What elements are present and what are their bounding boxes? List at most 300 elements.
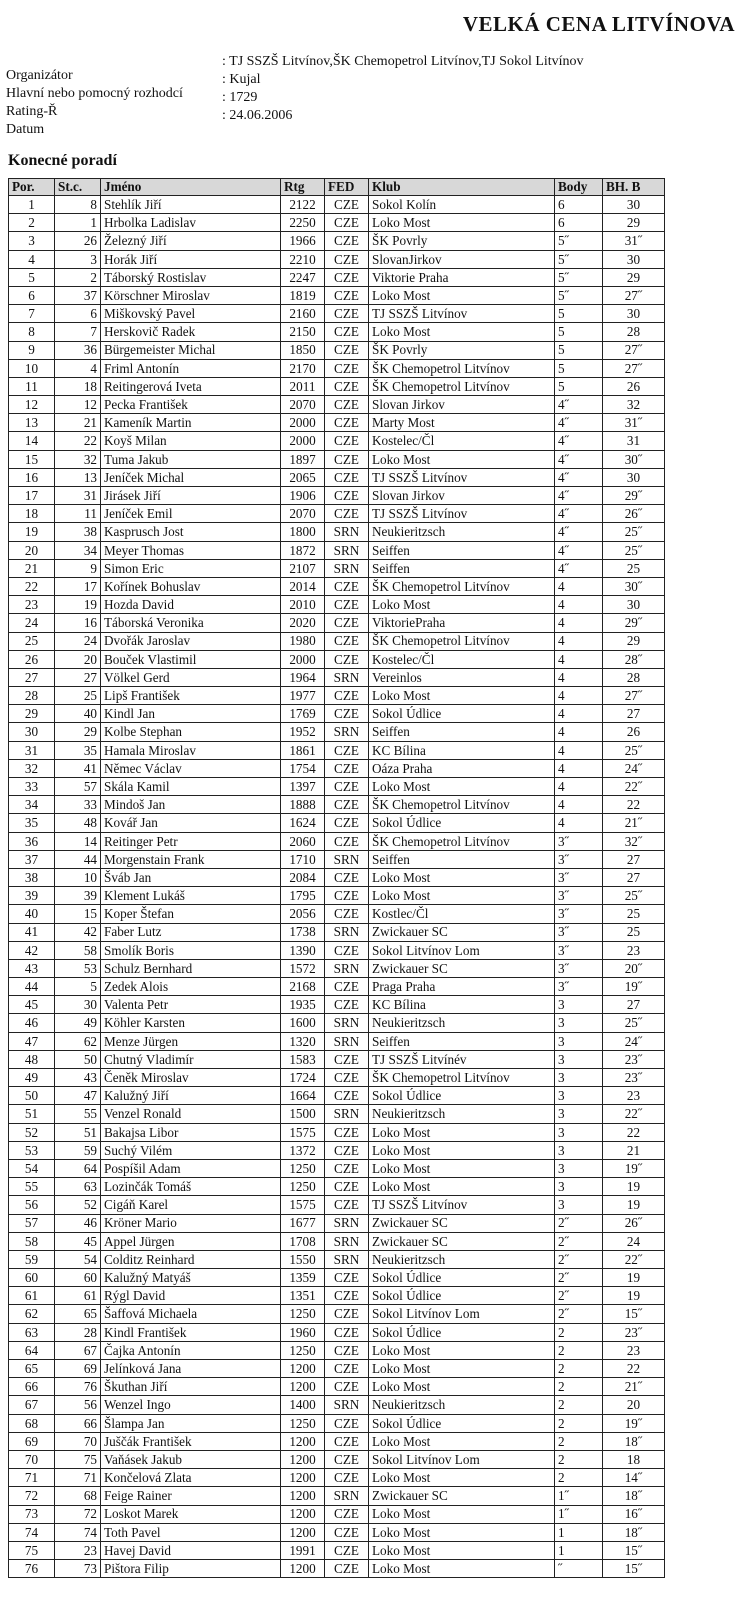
rating-cell: 2168 <box>281 978 325 996</box>
start-number-cell: 51 <box>55 1123 101 1141</box>
buchholz-cell: 23˝ <box>603 1050 665 1068</box>
club-cell: TJ SSZŠ Litvínov <box>369 305 555 323</box>
player-name-cell: Tuma Jakub <box>101 450 281 468</box>
player-name-cell: Bouček Vlastimil <box>101 650 281 668</box>
table-row <box>9 1250 665 1268</box>
player-name-cell: Lipš František <box>101 687 281 705</box>
rating-cell: 1200 <box>281 1487 325 1505</box>
buchholz-cell: 30 <box>603 196 665 214</box>
federation-cell: CZE <box>325 268 369 286</box>
federation-cell: SRN <box>325 668 369 686</box>
player-name-cell: Kasprusch Jost <box>101 523 281 541</box>
start-number-cell: 30 <box>55 996 101 1014</box>
player-name-cell: Jeníček Michal <box>101 468 281 486</box>
start-number-cell: 22 <box>55 432 101 450</box>
start-number-cell: 73 <box>55 1560 101 1578</box>
federation-cell: CZE <box>325 650 369 668</box>
buchholz-cell: 14˝ <box>603 1469 665 1487</box>
points-cell: 5 <box>555 305 603 323</box>
start-number-cell: 71 <box>55 1469 101 1487</box>
start-number-cell: 32 <box>55 450 101 468</box>
start-number-cell: 44 <box>55 850 101 868</box>
points-cell: 4 <box>555 577 603 595</box>
rating-cell: 1351 <box>281 1287 325 1305</box>
rank-cell: 69 <box>9 1432 55 1450</box>
buchholz-cell: 21˝ <box>603 1378 665 1396</box>
start-number-cell: 21 <box>55 414 101 432</box>
club-cell: ŠK Chemopetrol Litvínov <box>369 632 555 650</box>
start-number-cell: 45 <box>55 1232 101 1250</box>
buchholz-cell: 24 <box>603 1232 665 1250</box>
start-number-cell: 59 <box>55 1141 101 1159</box>
federation-cell: SRN <box>325 850 369 868</box>
club-cell: Viktorie Praha <box>369 268 555 286</box>
player-name-cell: Šlampa Jan <box>101 1414 281 1432</box>
club-cell: Seiffen <box>369 850 555 868</box>
points-cell: 5˝ <box>555 268 603 286</box>
rating-cell: 1583 <box>281 1050 325 1068</box>
buchholz-cell: 30 <box>603 596 665 614</box>
federation-cell: SRN <box>325 1487 369 1505</box>
points-cell: 4 <box>555 705 603 723</box>
federation-cell: CZE <box>325 450 369 468</box>
rating-cell: 2084 <box>281 868 325 886</box>
table-row <box>9 687 665 705</box>
start-number-cell: 20 <box>55 650 101 668</box>
player-name-cell: Stehlík Jiří <box>101 196 281 214</box>
rank-cell: 72 <box>9 1487 55 1505</box>
table-row <box>9 559 665 577</box>
player-name-cell: Wenzel Ingo <box>101 1396 281 1414</box>
player-name-cell: Meyer Thomas <box>101 541 281 559</box>
buchholz-cell: 26 <box>603 723 665 741</box>
start-number-cell: 36 <box>55 341 101 359</box>
points-cell: 3 <box>555 1087 603 1105</box>
club-cell: SlovanJirkov <box>369 250 555 268</box>
buchholz-cell: 22 <box>603 796 665 814</box>
table-row <box>9 959 665 977</box>
start-number-cell: 47 <box>55 1087 101 1105</box>
player-name-cell: Valenta Petr <box>101 996 281 1014</box>
rating-cell: 2150 <box>281 323 325 341</box>
table-row <box>9 1414 665 1432</box>
federation-cell: CZE <box>325 941 369 959</box>
start-number-cell: 2 <box>55 268 101 286</box>
rank-cell: 11 <box>9 377 55 395</box>
player-name-cell: Klement Lukáš <box>101 887 281 905</box>
start-number-cell: 49 <box>55 1014 101 1032</box>
info-label: Hlavní nebo pomocný rozhodcí <box>6 86 183 101</box>
club-cell: Neukieritzsch <box>369 1396 555 1414</box>
buchholz-cell: 15˝ <box>603 1560 665 1578</box>
buchholz-cell: 19 <box>603 1196 665 1214</box>
points-cell: 2 <box>555 1396 603 1414</box>
rank-cell: 62 <box>9 1305 55 1323</box>
buchholz-cell: 32 <box>603 396 665 414</box>
player-name-cell: Kröner Mario <box>101 1214 281 1232</box>
table-row <box>9 468 665 486</box>
buchholz-cell: 16˝ <box>603 1505 665 1523</box>
table-row <box>9 1141 665 1159</box>
rank-cell: 41 <box>9 923 55 941</box>
player-name-cell: Zedek Alois <box>101 978 281 996</box>
club-cell: Kostelec/Čl <box>369 650 555 668</box>
buchholz-cell: 30˝ <box>603 450 665 468</box>
buchholz-cell: 22˝ <box>603 778 665 796</box>
points-cell: 2˝ <box>555 1250 603 1268</box>
player-name-cell: Hrbolka Ladislav <box>101 214 281 232</box>
rank-cell: 30 <box>9 723 55 741</box>
table-row <box>9 487 665 505</box>
points-cell: 3 <box>555 1123 603 1141</box>
points-cell: 5˝ <box>555 286 603 304</box>
points-cell: 4 <box>555 668 603 686</box>
buchholz-cell: 23˝ <box>603 1323 665 1341</box>
player-name-cell: Menze Jürgen <box>101 1032 281 1050</box>
start-number-cell: 17 <box>55 577 101 595</box>
club-cell: TJ SSZŠ Litvínov <box>369 468 555 486</box>
table-row <box>9 723 665 741</box>
player-name-cell: Jelínková Jana <box>101 1360 281 1378</box>
federation-cell: CZE <box>325 868 369 886</box>
federation-cell: CZE <box>325 1087 369 1105</box>
rating-cell: 2210 <box>281 250 325 268</box>
player-name-cell: Kindl Jan <box>101 705 281 723</box>
rating-cell: 1966 <box>281 232 325 250</box>
rating-cell: 1250 <box>281 1159 325 1177</box>
rank-cell: 59 <box>9 1250 55 1268</box>
rank-cell: 76 <box>9 1560 55 1578</box>
federation-cell: SRN <box>325 1214 369 1232</box>
rank-cell: 16 <box>9 468 55 486</box>
player-name-cell: Koper Štefan <box>101 905 281 923</box>
table-header-row <box>9 179 665 196</box>
table-row <box>9 268 665 286</box>
rating-cell: 1850 <box>281 341 325 359</box>
club-cell: Loko Most <box>369 1360 555 1378</box>
federation-cell: CZE <box>325 1414 369 1432</box>
rank-cell: 22 <box>9 577 55 595</box>
start-number-cell: 53 <box>55 959 101 977</box>
player-name-cell: Jeníček Emil <box>101 505 281 523</box>
rating-cell: 1819 <box>281 286 325 304</box>
rating-cell: 1200 <box>281 1378 325 1396</box>
rating-cell: 2000 <box>281 432 325 450</box>
buchholz-cell: 25˝ <box>603 541 665 559</box>
player-name-cell: Herskovič Radek <box>101 323 281 341</box>
table-row <box>9 377 665 395</box>
federation-cell: CZE <box>325 614 369 632</box>
points-cell: 4 <box>555 650 603 668</box>
club-cell: Vereinlos <box>369 668 555 686</box>
points-cell: 5 <box>555 359 603 377</box>
player-name-cell: Chutný Vladimír <box>101 1050 281 1068</box>
buchholz-cell: 20˝ <box>603 959 665 977</box>
club-cell: Kostlec/Čl <box>369 905 555 923</box>
rank-cell: 21 <box>9 559 55 577</box>
club-cell: Loko Most <box>369 887 555 905</box>
player-name-cell: Bürgemeister Michal <box>101 341 281 359</box>
points-cell: 4 <box>555 596 603 614</box>
club-cell: Marty Most <box>369 414 555 432</box>
federation-cell: CZE <box>325 978 369 996</box>
table-row <box>9 541 665 559</box>
start-number-cell: 67 <box>55 1341 101 1359</box>
buchholz-cell: 30˝ <box>603 577 665 595</box>
club-cell: Loko Most <box>369 1341 555 1359</box>
rank-cell: 43 <box>9 959 55 977</box>
federation-cell: CZE <box>325 905 369 923</box>
points-cell: 4˝ <box>555 523 603 541</box>
buchholz-cell: 26 <box>603 377 665 395</box>
points-cell: 3˝ <box>555 959 603 977</box>
buchholz-cell: 18˝ <box>603 1432 665 1450</box>
info-value: : TJ SSZŠ Litvínov,ŠK Chemopetrol Litvínov,TJ Sokol Litvínov <box>222 54 584 69</box>
buchholz-cell: 25˝ <box>603 741 665 759</box>
info-value: : 1729 <box>222 90 258 105</box>
federation-cell: CZE <box>325 305 369 323</box>
table-row <box>9 796 665 814</box>
rank-cell: 46 <box>9 1014 55 1032</box>
points-cell: 4 <box>555 741 603 759</box>
start-number-cell: 55 <box>55 1105 101 1123</box>
info-value: : 24.06.2006 <box>222 108 293 123</box>
rank-cell: 49 <box>9 1069 55 1087</box>
start-number-cell: 25 <box>55 687 101 705</box>
player-name-cell: Kovář Jan <box>101 814 281 832</box>
federation-cell: SRN <box>325 1232 369 1250</box>
player-name-cell: Völkel Gerd <box>101 668 281 686</box>
points-cell: 5 <box>555 341 603 359</box>
start-number-cell: 23 <box>55 1541 101 1559</box>
table-row <box>9 450 665 468</box>
points-cell: 1˝ <box>555 1505 603 1523</box>
buchholz-cell: 27˝ <box>603 341 665 359</box>
rating-cell: 2065 <box>281 468 325 486</box>
table-row <box>9 1469 665 1487</box>
federation-cell: CZE <box>325 1469 369 1487</box>
rank-cell: 10 <box>9 359 55 377</box>
start-number-cell: 75 <box>55 1450 101 1468</box>
rating-cell: 1397 <box>281 778 325 796</box>
start-number-cell: 10 <box>55 868 101 886</box>
rank-cell: 56 <box>9 1196 55 1214</box>
federation-cell: CZE <box>325 832 369 850</box>
federation-cell: CZE <box>325 687 369 705</box>
start-number-cell: 13 <box>55 468 101 486</box>
buchholz-cell: 29˝ <box>603 614 665 632</box>
table-row <box>9 1396 665 1414</box>
player-name-cell: Čajka Antonín <box>101 1341 281 1359</box>
start-number-cell: 11 <box>55 505 101 523</box>
player-name-cell: Kalužný Matyáš <box>101 1269 281 1287</box>
buchholz-cell: 25 <box>603 923 665 941</box>
club-cell: Slovan Jirkov <box>369 487 555 505</box>
table-row <box>9 432 665 450</box>
points-cell: 3 <box>555 1014 603 1032</box>
rank-cell: 29 <box>9 705 55 723</box>
start-number-cell: 29 <box>55 723 101 741</box>
player-name-cell: Körschner Miroslav <box>101 286 281 304</box>
rank-cell: 60 <box>9 1269 55 1287</box>
table-row <box>9 778 665 796</box>
buchholz-cell: 26˝ <box>603 1214 665 1232</box>
buchholz-cell: 31 <box>603 432 665 450</box>
buchholz-cell: 23 <box>603 1341 665 1359</box>
start-number-cell: 42 <box>55 923 101 941</box>
player-name-cell: Pištora Filip <box>101 1560 281 1578</box>
table-row <box>9 923 665 941</box>
points-cell: 3 <box>555 1105 603 1123</box>
start-number-cell: 46 <box>55 1214 101 1232</box>
federation-cell: CZE <box>325 341 369 359</box>
rank-cell: 26 <box>9 650 55 668</box>
rating-cell: 1372 <box>281 1141 325 1159</box>
table-row <box>9 1450 665 1468</box>
player-name-cell: Loskot Marek <box>101 1505 281 1523</box>
player-name-cell: Kořínek Bohuslav <box>101 577 281 595</box>
federation-cell: CZE <box>325 1523 369 1541</box>
rank-cell: 63 <box>9 1323 55 1341</box>
federation-cell: CZE <box>325 487 369 505</box>
rank-cell: 52 <box>9 1123 55 1141</box>
player-name-cell: Kalužný Jiří <box>101 1087 281 1105</box>
federation-cell: SRN <box>325 1105 369 1123</box>
rating-cell: 2014 <box>281 577 325 595</box>
rating-cell: 1550 <box>281 1250 325 1268</box>
rating-cell: 2247 <box>281 268 325 286</box>
buchholz-cell: 19 <box>603 1269 665 1287</box>
start-number-cell: 69 <box>55 1360 101 1378</box>
start-number-cell: 65 <box>55 1305 101 1323</box>
buchholz-cell: 19˝ <box>603 978 665 996</box>
rating-cell: 1769 <box>281 705 325 723</box>
buchholz-cell: 30 <box>603 468 665 486</box>
points-cell: 3˝ <box>555 905 603 923</box>
start-number-cell: 64 <box>55 1159 101 1177</box>
standings-body <box>9 196 665 1578</box>
buchholz-cell: 25 <box>603 905 665 923</box>
club-cell: TJ SSZŠ Litvínov <box>369 1196 555 1214</box>
federation-cell: CZE <box>325 1360 369 1378</box>
player-name-cell: Reitinger Petr <box>101 832 281 850</box>
club-cell: Loko Most <box>369 1178 555 1196</box>
club-cell: KC Bílina <box>369 741 555 759</box>
club-cell: Neukieritzsch <box>369 1250 555 1268</box>
start-number-cell: 14 <box>55 832 101 850</box>
points-cell: 3˝ <box>555 923 603 941</box>
rating-cell: 1200 <box>281 1360 325 1378</box>
rating-cell: 2070 <box>281 396 325 414</box>
section-title: Konecné poradí <box>8 152 117 169</box>
federation-cell: CZE <box>325 705 369 723</box>
points-cell: 4˝ <box>555 432 603 450</box>
federation-cell: CZE <box>325 250 369 268</box>
start-number-cell: 43 <box>55 1069 101 1087</box>
player-name-cell: Táborská Veronika <box>101 614 281 632</box>
player-name-cell: Feige Rainer <box>101 1487 281 1505</box>
points-cell: 2˝ <box>555 1269 603 1287</box>
table-row <box>9 596 665 614</box>
federation-cell: CZE <box>325 1323 369 1341</box>
start-number-cell: 37 <box>55 286 101 304</box>
buchholz-cell: 19 <box>603 1287 665 1305</box>
club-cell: Loko Most <box>369 1469 555 1487</box>
federation-cell: CZE <box>325 759 369 777</box>
col-header-buchholz: BH. B <box>603 179 665 196</box>
player-name-cell: Pospíšil Adam <box>101 1159 281 1177</box>
info-label: Rating-Ř <box>6 104 58 119</box>
federation-cell: CZE <box>325 1269 369 1287</box>
buchholz-cell: 29˝ <box>603 487 665 505</box>
federation-cell: CZE <box>325 887 369 905</box>
start-number-cell: 4 <box>55 359 101 377</box>
player-name-cell: Němec Václav <box>101 759 281 777</box>
rating-cell: 2160 <box>281 305 325 323</box>
col-header-fed: FED <box>325 179 369 196</box>
federation-cell: CZE <box>325 577 369 595</box>
club-cell: Loko Most <box>369 1505 555 1523</box>
buchholz-cell: 32˝ <box>603 832 665 850</box>
col-header-name: Jméno <box>101 179 281 196</box>
buchholz-cell: 31˝ <box>603 414 665 432</box>
club-cell: Zwickauer SC <box>369 959 555 977</box>
points-cell: 2 <box>555 1323 603 1341</box>
federation-cell: CZE <box>325 1432 369 1450</box>
federation-cell: SRN <box>325 1014 369 1032</box>
federation-cell: CZE <box>325 196 369 214</box>
rating-cell: 2020 <box>281 614 325 632</box>
rating-cell: 1572 <box>281 959 325 977</box>
points-cell: 4 <box>555 814 603 832</box>
start-number-cell: 8 <box>55 196 101 214</box>
start-number-cell: 18 <box>55 377 101 395</box>
points-cell: 4˝ <box>555 505 603 523</box>
table-row <box>9 614 665 632</box>
club-cell: Neukieritzsch <box>369 1105 555 1123</box>
club-cell: Loko Most <box>369 1432 555 1450</box>
table-row <box>9 1541 665 1559</box>
club-cell: Seiffen <box>369 541 555 559</box>
federation-cell: CZE <box>325 778 369 796</box>
table-row <box>9 1214 665 1232</box>
buchholz-cell: 23 <box>603 1087 665 1105</box>
rank-cell: 9 <box>9 341 55 359</box>
rank-cell: 51 <box>9 1105 55 1123</box>
buchholz-cell: 23˝ <box>603 1069 665 1087</box>
rank-cell: 25 <box>9 632 55 650</box>
player-name-cell: Kindl František <box>101 1323 281 1341</box>
start-number-cell: 26 <box>55 232 101 250</box>
buchholz-cell: 24˝ <box>603 759 665 777</box>
start-number-cell: 24 <box>55 632 101 650</box>
rating-cell: 1200 <box>281 1505 325 1523</box>
table-row <box>9 1178 665 1196</box>
federation-cell: CZE <box>325 632 369 650</box>
buchholz-cell: 21 <box>603 1141 665 1159</box>
rating-cell: 1952 <box>281 723 325 741</box>
player-name-cell: Končelová Zlata <box>101 1469 281 1487</box>
rating-cell: 1861 <box>281 741 325 759</box>
rating-cell: 2170 <box>281 359 325 377</box>
rating-cell: 1600 <box>281 1014 325 1032</box>
rating-cell: 1872 <box>281 541 325 559</box>
start-number-cell: 48 <box>55 814 101 832</box>
rating-cell: 2070 <box>281 505 325 523</box>
rating-cell: 1250 <box>281 1178 325 1196</box>
federation-cell: CZE <box>325 432 369 450</box>
points-cell: 5˝ <box>555 232 603 250</box>
